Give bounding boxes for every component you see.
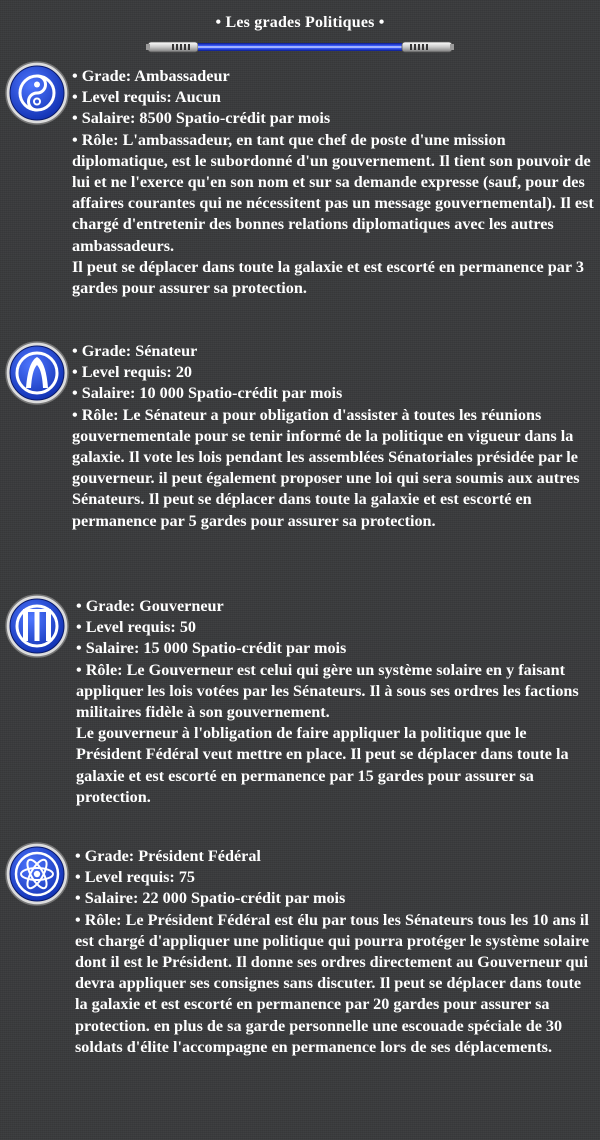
- level-label: • Level requis: 50: [76, 618, 197, 637]
- page-title: • Les grades Politiques •: [215, 14, 385, 31]
- level-label: • Level requis: 20: [72, 363, 193, 382]
- role-description: • Rôle: L'ambassadeur, en tant que chef de poste d'une mission diplomatique, est le subordonné d'un gouvernement. Il tient son pouvoir de lui et ne l'exerce qu'en son nom et sur sa demande expresse (sauf, pour des affaires courantes qui ne nécessitent pas un message gouvernemental). Il est chargé d'entretenir des bonnes relations diplomatiques avec les autres ambassadeurs.: [72, 130, 594, 255]
- salary-label: • Salaire: 15 000 Spatio-crédit par mois: [76, 639, 347, 658]
- grade-label: • Grade: Ambassadeur: [72, 67, 230, 85]
- role-description: • Rôle: Le Sénateur a pour obligation d'assister à toutes les réunions gouvernementale pour se tenir informé de la politique en vigueur dans la galaxie. Il vote les lois pendant les assemblées Sénatoriales présidée par le gouverneur. il peut également proposer une loi qui sera soumis aux autres Sénateurs. Il peut se déplacer dans toute la galaxie et est escorté en permanence par 5 gardes pour assurer sa protection.: [72, 405, 580, 530]
- grade-label: • Grade: Gouverneur: [76, 597, 224, 615]
- grade-text-senateur: [72, 341, 596, 532]
- role-extra: Il peut se déplacer dans toute la galaxie et est escorté en permanence par 3 gardes pour assurer sa protection.: [72, 257, 584, 298]
- atom-emblem-icon: [4, 841, 70, 907]
- salary-label: • Salaire: 10 000 Spatio-crédit par mois: [72, 384, 343, 403]
- role-description: • Rôle: Le Gouverneur est celui qui gère un système solaire en y faisant appliquer les lois votées par les Sénateurs. Il à sous ses ordres les factions militaires fidèle à son gouvernement.: [76, 660, 579, 722]
- grade-label: • Grade: Sénateur: [72, 342, 198, 360]
- grade-text-president-federal: [75, 846, 596, 1058]
- role-extra: Le gouverneur à l'obligation de faire appliquer la politique que le Président Fédéral veut mettre en place. Il peut se déplacer dans toute la galaxie et est escorté en permanence par 15 gardes pour assurer sa protection.: [76, 724, 569, 806]
- salary-label: • Salaire: 8500 Spatio-crédit par mois: [72, 109, 331, 128]
- yin-yang-emblem-icon: [4, 60, 70, 126]
- role-description: • Rôle: Le Président Fédéral est élu par tous les Sénateurs tous les 10 ans il est chargé d'appliquer une politique qui pourra protéger le système solaire dont il est le Président. Il donne ses ordres directement au Gouverneur qui devra appliquer ses consignes sans discuter. Il peut se déplacer dans toute la galaxie et est escorté en permanence par 20 gardes pour assurer sa protection. en plus de sa garde personnelle une escouade spéciale de 30 soldats d'élite l'accompagne en permanence lors de ses déplacements.: [75, 910, 590, 1056]
- level-label: • Level requis: 75: [75, 868, 196, 887]
- lightsaber-divider-icon: [146, 38, 454, 56]
- grade-text-gouverneur: [76, 596, 596, 808]
- grade-text-ambassadeur: [72, 66, 596, 299]
- level-label: • Level requis: Aucun: [72, 88, 221, 107]
- arch-emblem-icon: [4, 340, 70, 406]
- salary-label: • Salaire: 22 000 Spatio-crédit par mois: [75, 889, 346, 908]
- pillars-emblem-icon: [4, 593, 70, 659]
- grade-label: • Grade: Président Fédéral: [75, 847, 261, 865]
